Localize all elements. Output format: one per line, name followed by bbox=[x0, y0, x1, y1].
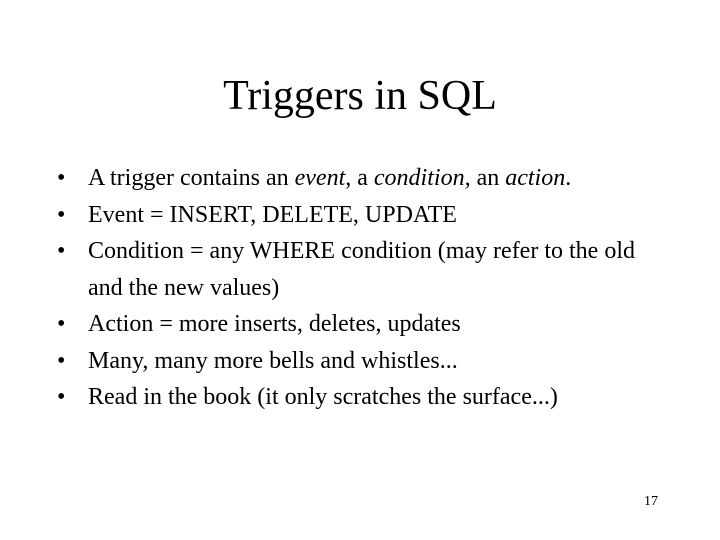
bullet-text bbox=[88, 165, 571, 191]
bullet-text: Condition = any WHERE condition (may refer to the old and the new values) bbox=[88, 238, 635, 301]
bullet-text-emphasis: event bbox=[294, 165, 346, 191]
bullet-text-emphasis: condition bbox=[373, 165, 465, 191]
slide-title: Triggers in SQL bbox=[223, 73, 497, 119]
bullet-item bbox=[57, 343, 677, 380]
bullet-marker: • bbox=[57, 165, 66, 191]
bullet-marker: • bbox=[57, 311, 66, 337]
bullet-text-part: , an bbox=[464, 165, 506, 191]
bullet-item bbox=[57, 306, 677, 343]
bullet-item bbox=[57, 160, 677, 197]
bullet-text-emphasis: action bbox=[505, 165, 566, 191]
bullet-text-part: , a bbox=[345, 165, 374, 191]
bullet-marker: • bbox=[57, 347, 66, 374]
bullet-item bbox=[57, 379, 677, 416]
bullet-text: Read in the book (it only scratches the surface...) bbox=[88, 384, 558, 410]
bullet-text: Event = INSERT, DELETE, UPDATE bbox=[88, 201, 457, 228]
bullet-marker: • bbox=[57, 201, 66, 228]
bullet-item bbox=[57, 233, 658, 306]
bullet-text-part: . bbox=[565, 165, 572, 191]
bullet-text: Action = more inserts, deletes, updates bbox=[88, 311, 461, 337]
bullet-text-part: A trigger contains an bbox=[88, 165, 295, 191]
page-number: 17 bbox=[644, 494, 658, 509]
bullet-marker: • bbox=[57, 384, 66, 410]
bullet-item bbox=[57, 197, 677, 234]
bullet-text: Many, many more bells and whistles... bbox=[88, 347, 458, 374]
bullet-list bbox=[57, 160, 677, 416]
bullet-marker: • bbox=[57, 238, 66, 264]
